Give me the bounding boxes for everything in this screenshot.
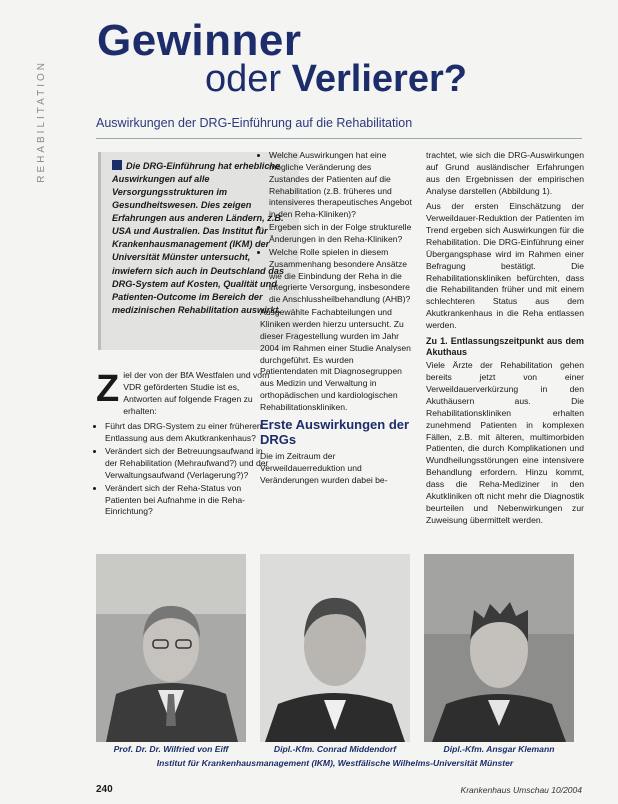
title-line-2-b: Verlierer?: [291, 58, 467, 100]
list-item: • Führt das DRG-System zu einer früheren Entlassung aus dem Akutkrankenhaus?: [105, 421, 272, 445]
photo-caption: Dipl.-Kfm. Ansgar Klemann: [443, 744, 555, 754]
journal-footer: Krankenhaus Umschau 10/2004: [460, 785, 582, 795]
body-paragraph: Viele Ärzte der Rehabilitation gehen bereits jetzt von einer Verweildauerverkürzung in den Akuthäusern aus. Die Rehabilitationskliniken erhalten zunehmend Patienten in komplexen Fällen, z.B. mit älteren, multimorbiden Patienten, die durch Komplikationen und Wundheilungsstörungen eine intensivere Behandlung erfordern. Hinzu kommt, dass die Reha-Mediziner in den Akutkliniken oft nicht mehr die Diagnostik beurteilen und Nebenwirkungen zur Zuweisung übermittelt werden.: [426, 360, 584, 525]
section-heading: Erste Auswirkungen der DRGs: [260, 416, 410, 447]
question-list: [96, 421, 272, 518]
institute-line: Institut für Krankenhausmanagement (IKM), Westfälische Wilhelms-Universität Münster: [156, 758, 514, 768]
intro-text: Die DRG-Einführung hat erhebliche Auswirkungen auf alle Versorgungsstrukturen im Gesundheitswesen. Dies zeigen Erfahrungen aus anderen Ländern, z.B. USA und Australien. Das Institut für Krankenhausmanagement (IKM) der Universität Münster untersucht, inwiefern sich auch in Deutschland das DRG-System auf Kosten, Qualität und Patienten-Outcome im Bereich der medizinischen Rehabilitation auswirkt.: [112, 161, 285, 315]
body-paragraph: Die im Zeitraum der Verweildauerreduktion und Veränderungen wurden dabei be-: [260, 450, 388, 485]
question-list-continued: [260, 150, 412, 306]
subsection-heading: Zu 1. Entlassungszeitpunkt aus dem Akuthaus: [426, 335, 584, 358]
drop-cap: Z: [96, 368, 120, 410]
list-item: • Verändert sich der Reha-Status von Patienten bei Aufnahme in die Reha-Einrichtung?: [105, 483, 272, 519]
title-line-1: Gewinner: [97, 16, 302, 65]
square-bullet-icon: [112, 160, 122, 170]
body-paragraph: Ausgewählte Fachabteilungen und Kliniken werden hierzu untersucht. Zu dieser Fragestellung wurden im Jahr 2004 im Rahmen einer Studie Analysen durchgeführt. Es wurden Patientendaten mit Diagnosegruppen aus Medizin und Verwaltung in orthopädischen und kardiologischen Rehabilitationskliniken.: [260, 307, 411, 413]
title-line-2: [205, 58, 467, 101]
photo-caption: Dipl.-Kfm. Conrad Middendorf: [273, 744, 397, 754]
title-rule: [96, 138, 582, 139]
title-line-2-a: oder: [205, 58, 292, 100]
subtitle: Auswirkungen der DRG-Einführung auf die Rehabilitation: [96, 116, 413, 130]
portrait-photo-middendorf: [260, 554, 410, 742]
photo-caption: Prof. Dr. Dr. Wilfried von Eiff: [113, 744, 229, 754]
list-item: • Welche Auswirkungen hat eine mögliche Veränderung des Zustandes der Patienten auf die Rehabilitation (z.B. früheres und intensiveres therapeutisches Angebot in den Reha-Kliniken)?: [269, 150, 412, 221]
intro-paragraph-text: iel der von der BfA Westfalen und vom VDR geförderten Studie ist es, Antworten auf folgende Fragen zu erhalten:: [123, 370, 270, 416]
body-paragraph: trachtet, wie sich die DRG-Auswirkungen auf Grund ausländischer Erfahrungen aus den Ergebnissen der empirischen Analyse darstellen (Abbildung 1).: [426, 150, 584, 196]
page-number: 240: [96, 784, 113, 795]
portrait-photo-klemann: [424, 554, 574, 742]
column-1: [96, 370, 272, 519]
list-item: • Welche Rolle spielen in diesem Zusammenhang besondere Ansätze wie die Einbindung der Reha in die integrierte Versorgung, insbesondere die Anschlussheilbehandlung (AHB)?: [269, 247, 412, 306]
column-3: [426, 150, 584, 530]
portrait-photo-von-eiff: [96, 554, 246, 742]
section-label: REHABILITATION: [36, 60, 47, 183]
list-item: • Verändert sich der Betreuungsaufwand in der Rehabilitation (Mehraufwand?) und der Verwaltungsaufwand (Verlagerung?)?: [105, 446, 272, 482]
column-2: [260, 150, 412, 490]
intro-paragraph: [96, 370, 272, 417]
list-item: • Ergeben sich in der Folge strukturelle Änderungen in den Reha-Kliniken?: [269, 222, 412, 246]
body-paragraph: Aus der ersten Einschätzung der Verweildauer-Reduktion der Patienten im Trend ergeben sich Auswirkungen für die Rehabilitation. Die DRG-Einführung einer Übergangsphase wird im Rahmen einer Befragung bestätigt. Die Rehabilitationskliniken befürchten, dass die Rehabilitanden früher und mit einem schlechteren Status aus dem Akutkrankenhaus in die Reha entlassen werden.: [426, 201, 584, 331]
